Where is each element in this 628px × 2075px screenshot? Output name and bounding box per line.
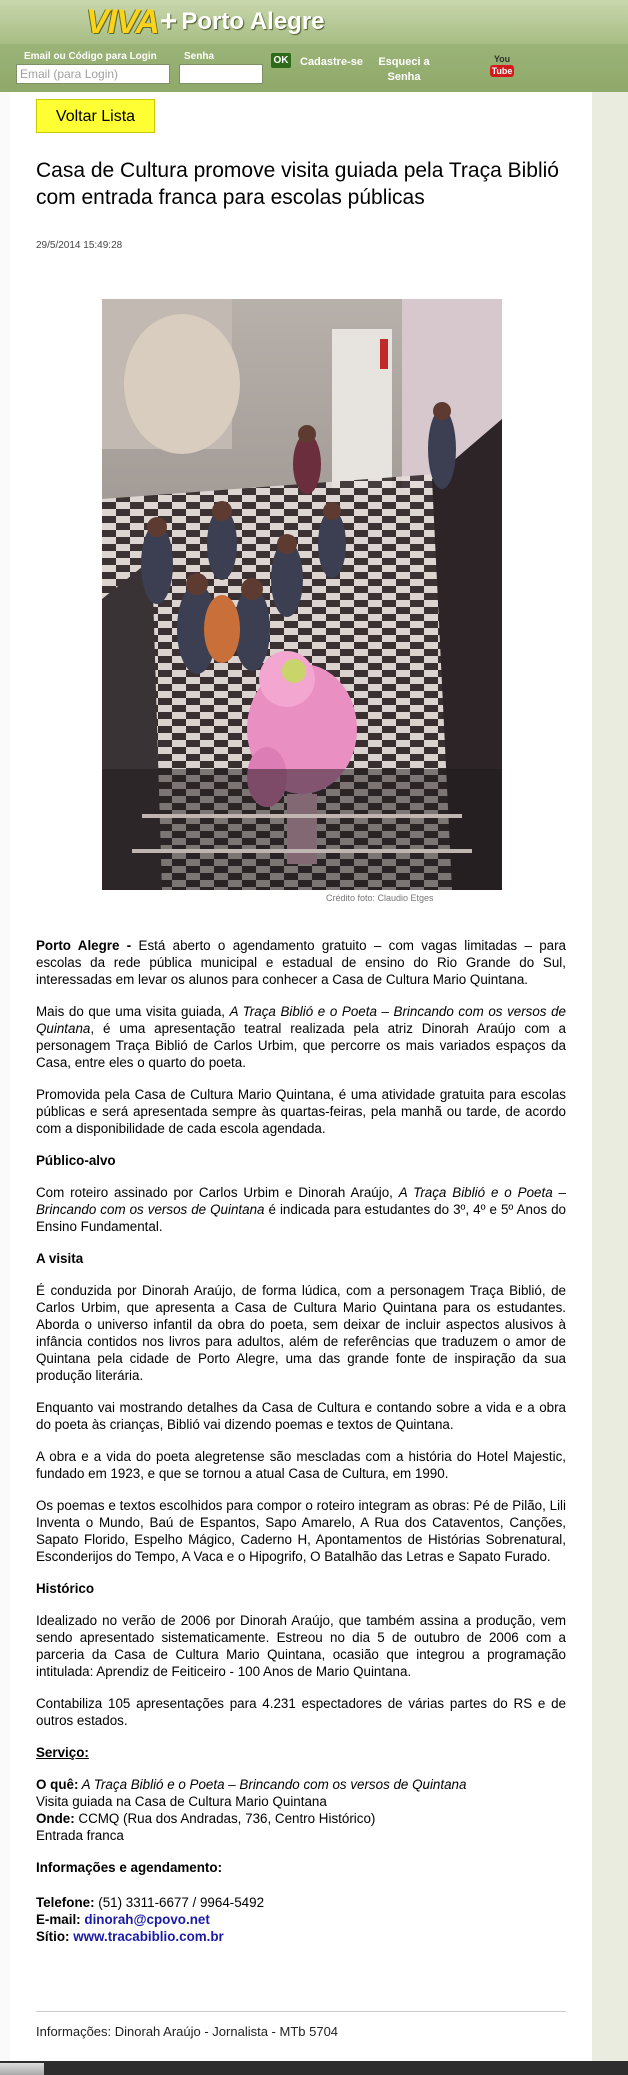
forgot-password-link[interactable] — [369, 55, 439, 85]
section-heading-info: Informações e agendamento: — [36, 1860, 223, 1875]
logo-city: Porto Alegre — [181, 8, 325, 35]
footer-note: Informações: Dinorah Araújo - Jornalista - MTb 5704 — [36, 2024, 339, 2039]
youtube-icon[interactable] — [490, 54, 514, 80]
service-line: Entrada franca — [36, 1828, 124, 1843]
register-link[interactable] — [300, 55, 363, 70]
paragraph: É conduzida por Dinorah Araújo, de forma lúdica, com a personagem Traça Biblió, de Carlos Urbim, que apresenta a Casa de Cultura Mario Quintana para os estudantes. Aborda o universo infantil da obra do poeta, sem deixar de incluir aspectos alusivos à infância contidos nos livros para adultos, além de referências que traduzem o amor de Quintana pela cidade de Porto Alegre, uma das grande fonte de inspiração da sua produção literária. — [36, 1283, 566, 1383]
service-where-value: CCMQ (Rua dos Andradas, 736, Centro Histórico) — [74, 1811, 376, 1826]
paragraph: Promovida pela Casa de Cultura Mario Quintana, é uma atividade gratuita para escolas públicas e será apresentada sempre às quartas-feiras, pela manhã ou tarde, de acordo com a disponibilidade de cada escola agendada. — [36, 1087, 566, 1136]
service-what-value: A Traça Biblió e o Poeta – Brincando com os versos de Quintana — [78, 1777, 467, 1792]
register-link-label: Cadastre-se — [300, 56, 363, 68]
email-label: Email ou Código para Login — [24, 51, 157, 62]
service-where — [36, 1810, 566, 1827]
logo-plus: + — [159, 5, 178, 38]
email-label: E-mail: — [36, 1912, 81, 1927]
contact-site — [36, 1928, 566, 1945]
photo-credit: Crédito foto: Claudio Etges — [326, 893, 434, 903]
youtube-icon-tube: Tube — [491, 66, 513, 76]
paragraph-text: é indicada para estudantes do 3º, 4º e 5º Anos do Ensino Fundamental. — [36, 1202, 566, 1234]
article-photo — [102, 299, 502, 890]
paragraph-text: Está aberto o agendamento gratuito – com vagas limitadas – para escolas da rede pública municipal e estadual de ensino do Rio Grande do Sul, interessadas em levar os alunos para conhecer a Casa de Cultura Mario Quintana. — [36, 938, 566, 987]
paragraph: A obra e a vida do poeta alegretense são mescladas com a história do Hotel Majestic, fundado em 1923, e que se tornou a atual Casa de Cultura, em 1990. — [36, 1449, 566, 1481]
login-ok-button[interactable]: OK — [271, 53, 291, 68]
service-info — [36, 1776, 566, 1844]
youtube-icon-you: You — [493, 54, 511, 64]
site-logo[interactable] — [86, 4, 325, 40]
show-title: A Traça Biblió e o Poeta – Brincando com os versos de Quintana — [36, 1185, 566, 1217]
dateline: Porto Alegre - — [36, 938, 132, 953]
contact-email — [36, 1911, 566, 1928]
service-where-label: Onde: — [36, 1811, 75, 1826]
contact-phone — [36, 1894, 566, 1911]
footer-divider — [36, 2011, 566, 2012]
section-heading-visita: A visita — [36, 1251, 84, 1266]
paragraph-text: , é uma apresentação teatral realizada pela atriz Dinorah Araújo com a personagem Traça Biblió de Carlos Urbim, que percorre os mais variados espaços da Casa, entre eles o quarto do poeta. — [36, 1021, 566, 1070]
email-link[interactable]: dinorah@cpovo.net — [84, 1912, 210, 1927]
article-body — [36, 937, 566, 1945]
paragraph-text: Mais do que uma visita guiada, — [36, 1004, 230, 1019]
forgot-password-label-2: Senha — [387, 71, 421, 83]
email-field[interactable] — [16, 64, 170, 84]
back-to-list-button[interactable]: Voltar Lista — [36, 99, 155, 133]
section-heading-historico: Histórico — [36, 1581, 95, 1596]
paragraph-text: Com roteiro assinado por Carlos Urbim e Dinorah Araújo, — [36, 1185, 399, 1200]
section-heading-servico: Serviço: — [36, 1745, 89, 1760]
paragraph — [36, 1184, 566, 1235]
service-line: Visita guiada na Casa de Cultura Mario Quintana — [36, 1794, 327, 1809]
paragraph — [36, 1003, 566, 1071]
paragraph: Enquanto vai mostrando detalhes da Casa de Cultura e contando sobre a vida e a obra do poeta às crianças, Biblió vai dizendo poemas e textos de Quintana. — [36, 1400, 566, 1432]
article-date: 29/5/2014 15:49:28 — [36, 240, 123, 251]
paragraph: Idealizado no verão de 2006 por Dinorah Araújo, que também assina a produção, vem sendo apresentado sistematicamente. Estreou no dia 5 de outubro de 2006 com a parceria da Casa de Cultura Mario Quintana, ocasião que integrou a programação intitulada: Aprendiz de Feiticeiro - 100 Anos de Mario Quintana. — [36, 1613, 566, 1679]
paragraph — [36, 937, 566, 988]
show-title: A Traça Biblió e o Poeta – Brincando com os versos de Quintana — [36, 1004, 566, 1036]
left-margin — [0, 92, 10, 2075]
phone-value: (51) 3311-6677 / 9964-5492 — [94, 1895, 265, 1910]
article-title: Casa de Cultura promove visita guiada pela Traça Biblió com entrada franca para escolas públicas — [36, 159, 559, 209]
service-what-label: O quê: — [36, 1777, 79, 1792]
bottom-tab[interactable] — [0, 2063, 44, 2075]
contact-info — [36, 1894, 566, 1945]
paragraph: Os poemas e textos escolhidos para compor o roteiro integram as obras: Pé de Pilão, Lili Inventa o Mundo, Baú de Espantos, Sapo Amarelo, A Rua dos Cataventos, Canções, Sapato Florido, Espelho Mágico, Caderno H, Apontamentos de Histórias Sobrenatural, Esconderijos do Tempo, A Vaca e o Hipogrifo, O Batalhão das Letras e Sapato Furado. — [36, 1498, 566, 1564]
paragraph: Contabiliza 105 apresentações para 4.231 espectadores de várias partes do RS e de outros estados. — [36, 1696, 566, 1728]
logo-viva: VIVA — [86, 2, 159, 41]
photo-illustration — [102, 299, 502, 890]
forgot-password-label-1: Esqueci a — [378, 56, 430, 68]
section-heading-publico: Público-alvo — [36, 1153, 116, 1168]
bottom-bar — [0, 2061, 628, 2075]
site-label: Sítio: — [36, 1929, 70, 1944]
site-link[interactable]: www.tracabiblio.com.br — [73, 1929, 224, 1944]
site-header — [0, 0, 628, 92]
service-what — [36, 1776, 566, 1793]
phone-label: Telefone: — [36, 1895, 95, 1910]
right-margin — [592, 92, 628, 2075]
password-field[interactable] — [179, 64, 263, 84]
password-label: Senha — [184, 51, 215, 62]
